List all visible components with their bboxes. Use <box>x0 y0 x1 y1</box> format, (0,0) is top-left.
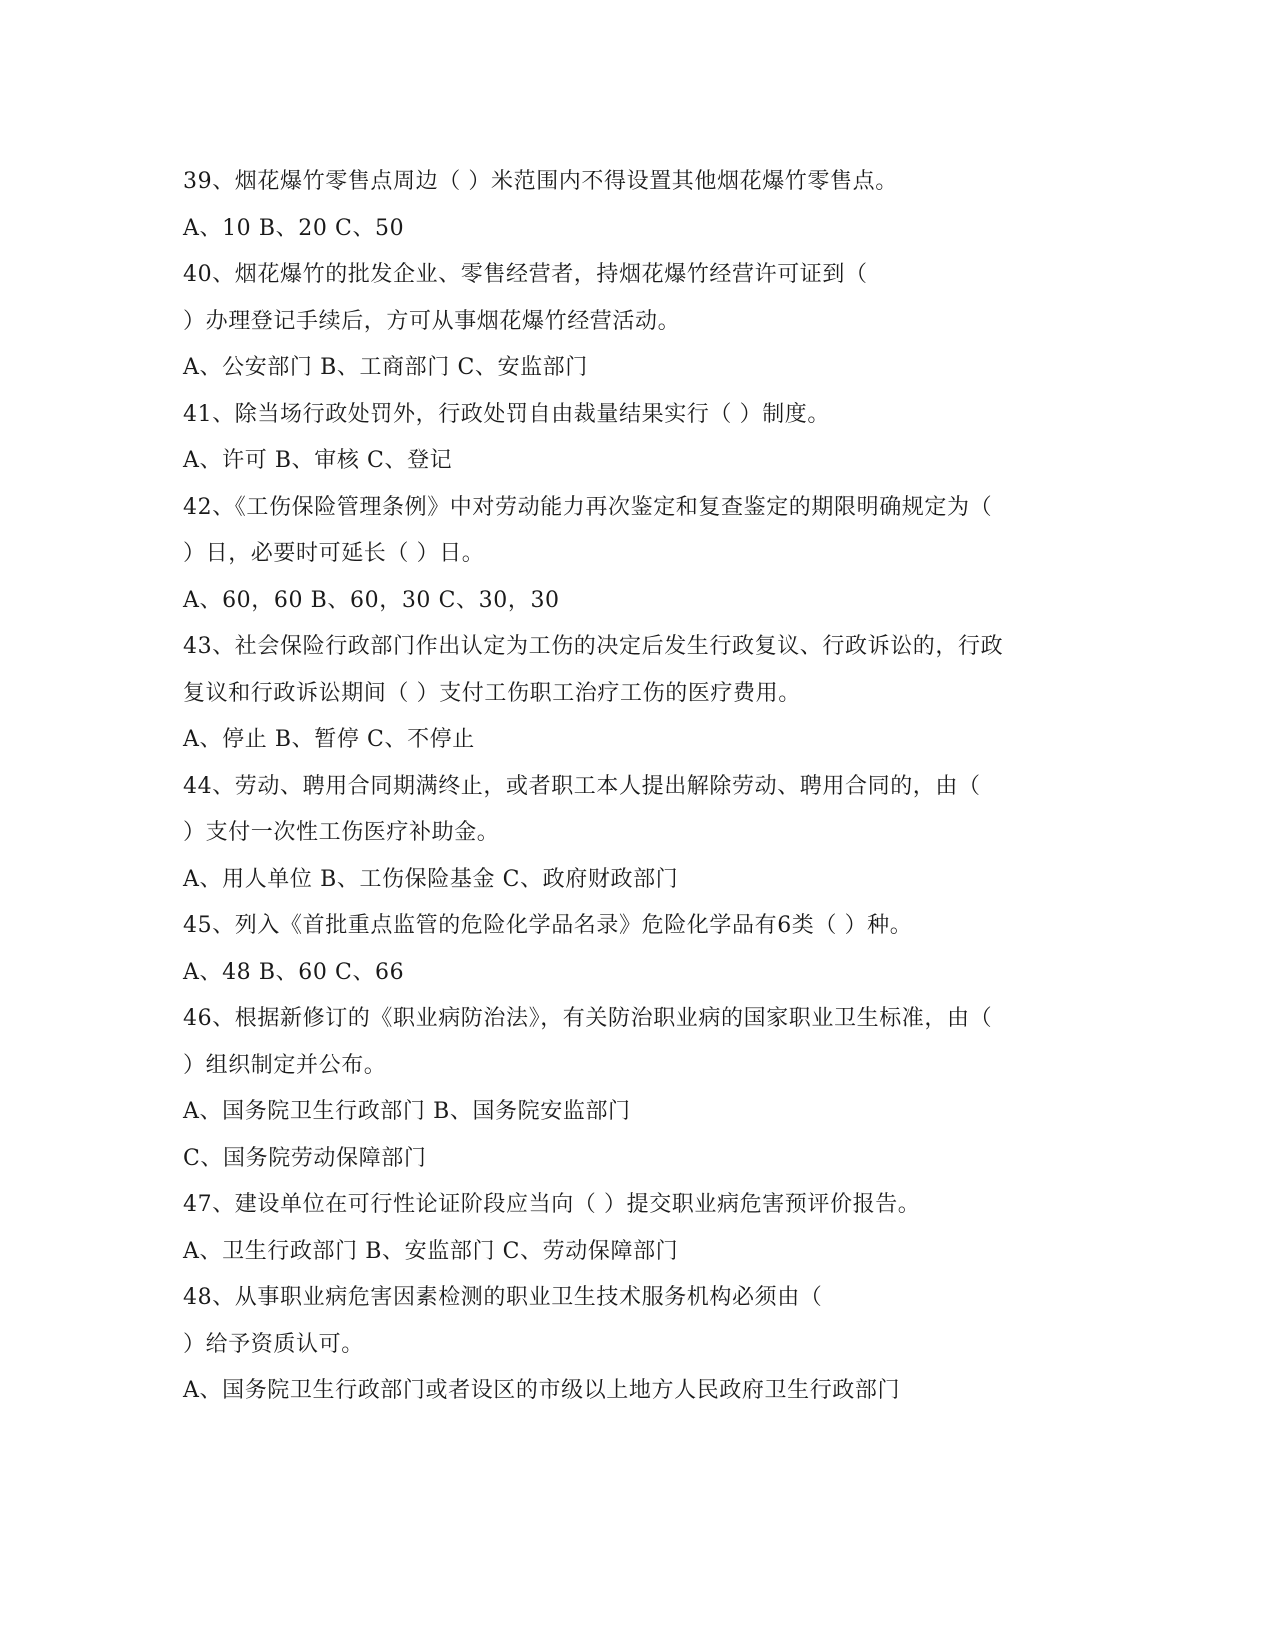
question-43-options: A、停止 B、暂停 C、不停止 <box>183 727 475 752</box>
question-46-text-continued: ）组织制定并公布。 <box>183 1052 387 1078</box>
question-40-text: 40、烟花爆竹的批发企业、零售经营者，持烟花爆竹经营许可证到（ <box>183 262 868 287</box>
question-44-options: A、用人单位 B、工伤保险基金 C、政府财政部门 <box>183 866 679 892</box>
question-40-options: A、公安部门 B、工商部门 C、安监部门 <box>183 355 588 380</box>
question-39-options: A、10 B、20 C、50 <box>183 215 405 241</box>
question-48-options: A、国务院卫生行政部门或者设区的市级以上地方人民政府卫生行政部门 <box>183 1378 901 1403</box>
question-43-text: 43、社会保险行政部门作出认定为工伤的决定后发生行政复议、行政诉讼的，行政 <box>183 634 1004 659</box>
question-41-options: A、许可 B、审核 C、登记 <box>183 448 453 473</box>
question-48-text: 48、从事职业病危害因素检测的职业卫生技术服务机构必须由（ <box>183 1285 823 1310</box>
document-body <box>183 159 1083 1415</box>
question-39-text: 39、烟花爆竹零售点周边（ ）米范围内不得设置其他烟花爆竹零售点。 <box>183 169 898 194</box>
question-40-text-continued: ）办理登记手续后，方可从事烟花爆竹经营活动。 <box>183 308 681 334</box>
question-45-text: 45、列入《首批重点监管的危险化学品名录》危险化学品有6类（ ）种。 <box>183 913 913 938</box>
question-46-text: 46、根据新修订的《职业病防治法》，有关防治职业病的国家职业卫生标准，由（ <box>183 1006 993 1031</box>
question-48-text-continued: ）给予资质认可。 <box>183 1331 364 1357</box>
question-42-text-continued: ）日，必要时可延长（ ）日。 <box>183 541 485 566</box>
question-47-text: 47、建设单位在可行性论证阶段应当向（ ）提交职业病危害预评价报告。 <box>183 1192 921 1217</box>
question-43-text-continued: 复议和行政诉讼期间（ ）支付工伤职工治疗工伤的医疗费用。 <box>183 680 801 706</box>
question-42-options: A、60，60 B、60，30 C、30，30 <box>183 587 560 613</box>
question-44-text-continued: ）支付一次性工伤医疗补助金。 <box>183 820 500 845</box>
question-46-options: A、国务院卫生行政部门 B、国务院安监部门 <box>183 1099 631 1124</box>
question-47-options: A、卫生行政部门 B、安监部门 C、劳动保障部门 <box>183 1238 679 1264</box>
question-46-options-continued: C、国务院劳动保障部门 <box>183 1145 427 1171</box>
question-45-options: A、48 B、60 C、66 <box>183 959 405 985</box>
question-41-text: 41、除当场行政处罚外，行政处罚自由裁量结果实行（ ）制度。 <box>183 401 830 427</box>
question-44-text: 44、劳动、聘用合同期满终止，或者职工本人提出解除劳动、聘用合同的，由（ <box>183 773 981 799</box>
question-42-text: 42、《工伤保险管理条例》中对劳动能力再次鉴定和复查鉴定的期限明确规定为（ <box>183 494 993 520</box>
